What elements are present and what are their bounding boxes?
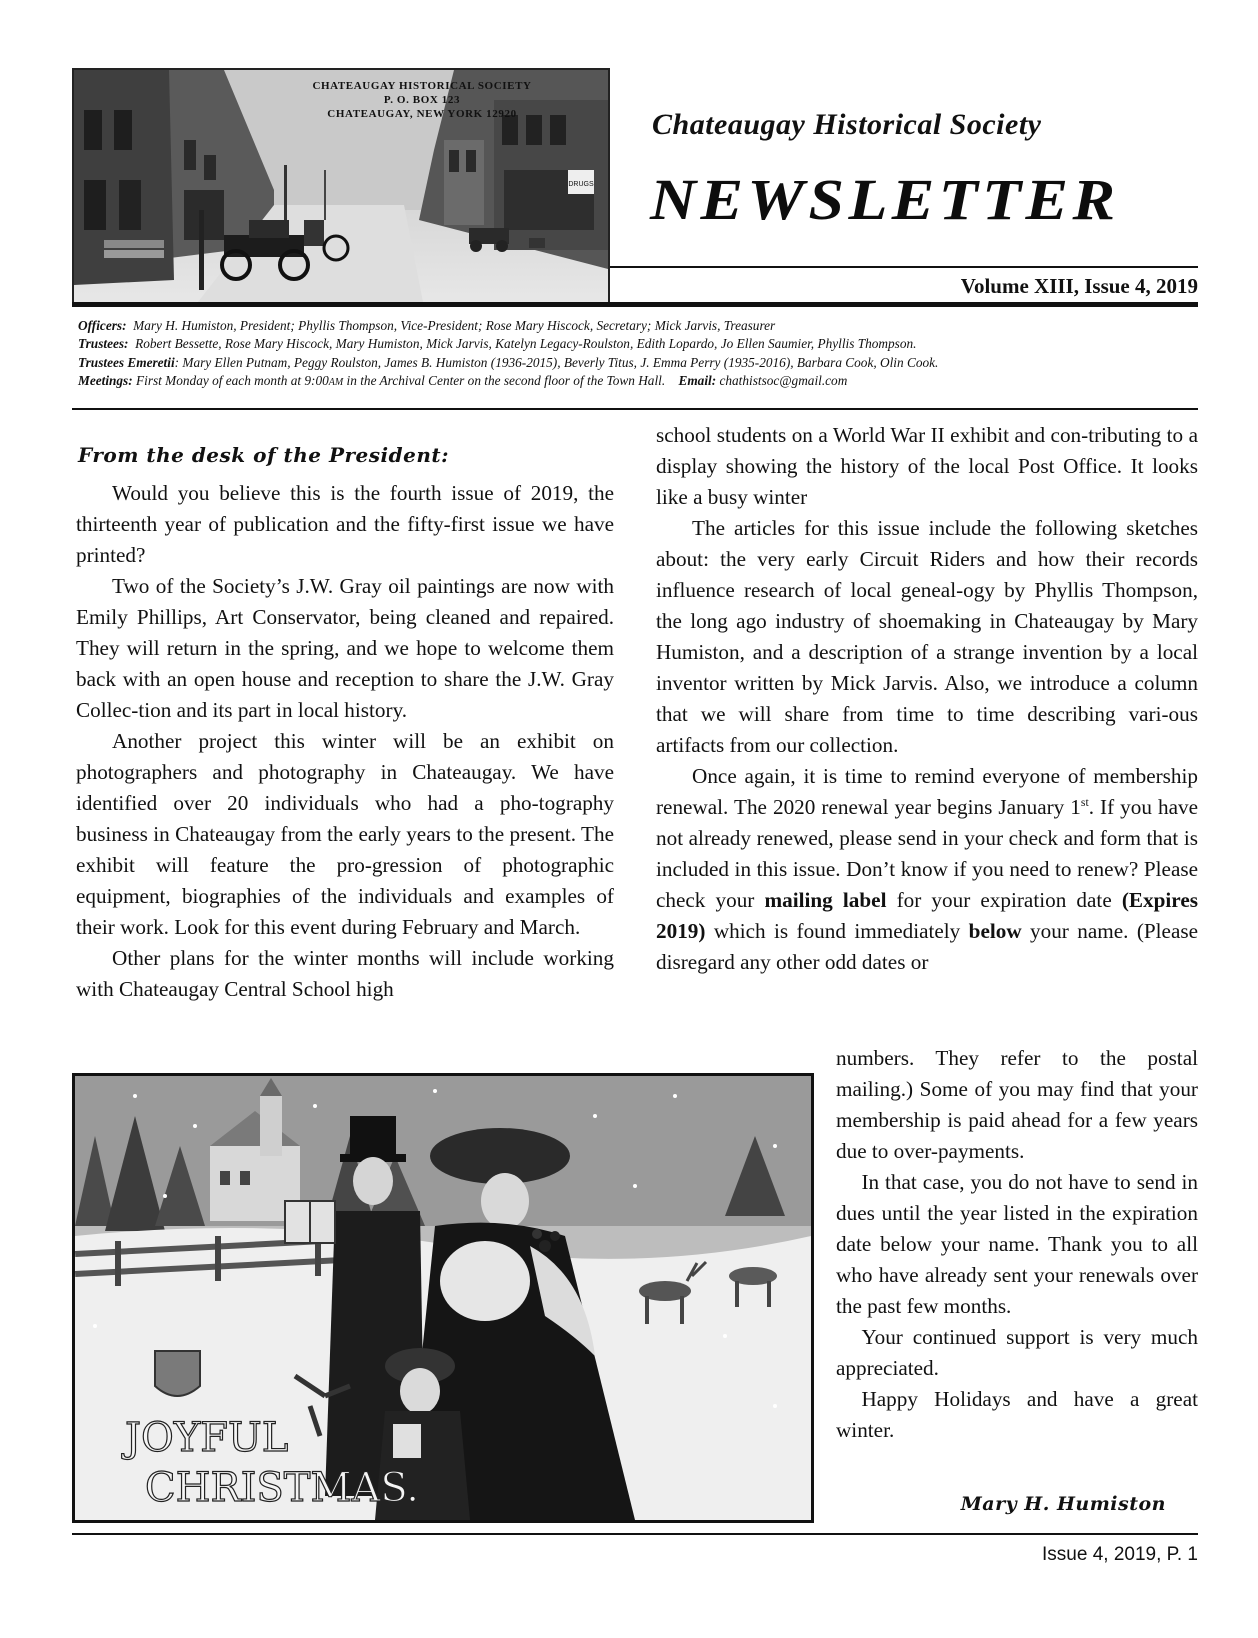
drugs-sign-text: DRUGS bbox=[568, 181, 594, 188]
renewal-text: your name. (Please disregard any other odd dates or bbox=[656, 919, 1199, 974]
emeriti-line bbox=[78, 354, 1198, 372]
renewal-text: for your expiration date bbox=[886, 888, 1122, 912]
officers-block bbox=[78, 317, 1198, 392]
card-greeting-line-2: CHRISTMAS. bbox=[145, 1465, 420, 1511]
masthead-thick-rule bbox=[72, 302, 1198, 307]
officers-line bbox=[78, 317, 1198, 335]
renewal-bold: mailing label bbox=[764, 888, 887, 912]
section-heading: From the desk of the President: bbox=[78, 443, 450, 467]
article-narrow-column bbox=[836, 1043, 1198, 1446]
paragraph: numbers. They refer to the postal mailing.) Some of you may find that your membership is paid ahead for a few years due to over-payments. bbox=[836, 1046, 1198, 1163]
paragraph: Other plans for the winter months will include working with Chateaugay Central School high bbox=[76, 946, 614, 1001]
renewal-bold: (Expires 2019) bbox=[656, 888, 1198, 943]
card-greeting-line-1: JOYFUL bbox=[125, 1415, 289, 1461]
emeriti-text: : Mary Ellen Putnam, Peggy Roulston, James B. Humiston (1936-2015), Beverly Titus, J. Emma Perry (1935-2016), Barbara Cook, Olin Cook. bbox=[174, 354, 939, 370]
photo-caption-line: P. O. BOX 123 bbox=[383, 94, 461, 106]
renewal-superscript: st bbox=[1080, 795, 1089, 809]
meetings-am: AM bbox=[328, 376, 344, 388]
paragraph: In that case, you do not have to send in dues until the year listed in the expiration date below your name. Thank you to all who have already sent your renewals over the past few months. bbox=[836, 1170, 1198, 1318]
renewal-paragraph bbox=[656, 761, 1198, 978]
officers-label: Officers: bbox=[78, 318, 127, 333]
renewal-text: . If you have not already renewed, please send in your check and form that is included in this issue. Don’t know if you need to renew? Please check your bbox=[656, 795, 1199, 912]
paragraph: Happy Holidays and have a great winter. bbox=[836, 1387, 1198, 1442]
officers-text: Mary H. Humiston, President; Phyllis Thompson, Vice-President; Rose Mary Hiscock, Secretary; Mick Jarvis, Treasurer bbox=[133, 318, 776, 333]
renewal-text: Once again, it is time to remind everyone of membership renewal. The 2020 renewal year begins January 1 bbox=[656, 764, 1198, 819]
officers-divider bbox=[72, 408, 1198, 410]
page-number: Issue 4, 2019, P. 1 bbox=[1042, 1544, 1198, 1565]
footer-rule bbox=[72, 1533, 1198, 1535]
email-label: Email: bbox=[678, 372, 717, 388]
volume-issue: Volume XIII, Issue 4, 2019 bbox=[960, 274, 1198, 298]
trustees-line bbox=[78, 335, 1198, 353]
street-photo bbox=[72, 68, 610, 305]
renewal-text: which is found immediately bbox=[705, 919, 969, 943]
christmas-card-image bbox=[72, 1073, 814, 1523]
paragraph: Would you believe this is the fourth issue of 2019, the thirteenth year of publication and the fifty-first issue we have printed? bbox=[76, 481, 614, 567]
photo-caption bbox=[262, 79, 582, 121]
article-right-column bbox=[656, 420, 1198, 978]
meetings-text-2: in the Archival Center on the second floor of the Town Hall. bbox=[343, 372, 666, 388]
meetings-text-1: First Monday of each month at 9:00 bbox=[136, 372, 329, 388]
meetings-line bbox=[78, 372, 1198, 392]
emeriti-label: Trustees Emeretii bbox=[78, 354, 175, 370]
paragraph: Two of the Society’s J.W. Gray oil paintings are now with Emily Phillips, Art Conservator, being cleaned and repaired. They will return in the spring, and we hope to welcome them back with an open house and reception to share the J.W. Gray Collec-tion and its part in local history. bbox=[76, 574, 614, 722]
trustees-label: Trustees: bbox=[78, 336, 129, 352]
paragraph: Your continued support is very much appreciated. bbox=[836, 1325, 1198, 1380]
paragraph: Another project this winter will be an exhibit on photographers and photography in Chateaugay. We have identified over 20 individuals who had a pho-tography business in Chateaugay from the early years to the present. The exhibit will feature the pro-gression of photographic equipment, biographies of the individuals and examples of their work. Look for this event during February and March. bbox=[76, 729, 614, 939]
meetings-label: Meetings: bbox=[78, 372, 133, 388]
article-left-column bbox=[76, 478, 614, 1005]
newsletter-title: NEWSLETTER bbox=[650, 167, 1120, 232]
trustees-text: Robert Bessette, Rose Mary Hiscock, Mary Humiston, Mick Jarvis, Katelyn Legacy-Roulston, Edith Lopardo, Jo Ellen Saumier, Phyllis Thompson. bbox=[135, 336, 917, 352]
photo-caption-line: CHATEAUGAY HISTORICAL SOCIETY bbox=[312, 80, 532, 92]
email-value: chathistsoc@gmail.com bbox=[719, 372, 848, 388]
christmas-card-illustration bbox=[75, 1076, 811, 1520]
paragraph: The articles for this issue include the following sketches about: the very early Circuit Riders and how their records influence research of local geneal-ogy by Phyllis Thompson, the long ago industry of shoemaking in Chateaugay by Mary Humiston, and a description of a strange invention by a local inventor written by Mick Jarvis. Also, we introduce a column that we will share from time to time describing vari-ous artifacts from our collection. bbox=[656, 516, 1198, 757]
president-signature: Mary H. Humiston bbox=[960, 1493, 1166, 1515]
society-title: Chateaugay Historical Society bbox=[652, 108, 1042, 141]
masthead-divider bbox=[610, 266, 1198, 268]
photo-caption-line: CHATEAUGAY, NEW YORK 12920 bbox=[327, 108, 517, 120]
renewal-bold: below bbox=[968, 919, 1022, 943]
paragraph: school students on a World War II exhibit and con-tributing to a display showing the history of the local Post Office. It looks like a busy winter bbox=[656, 423, 1198, 509]
